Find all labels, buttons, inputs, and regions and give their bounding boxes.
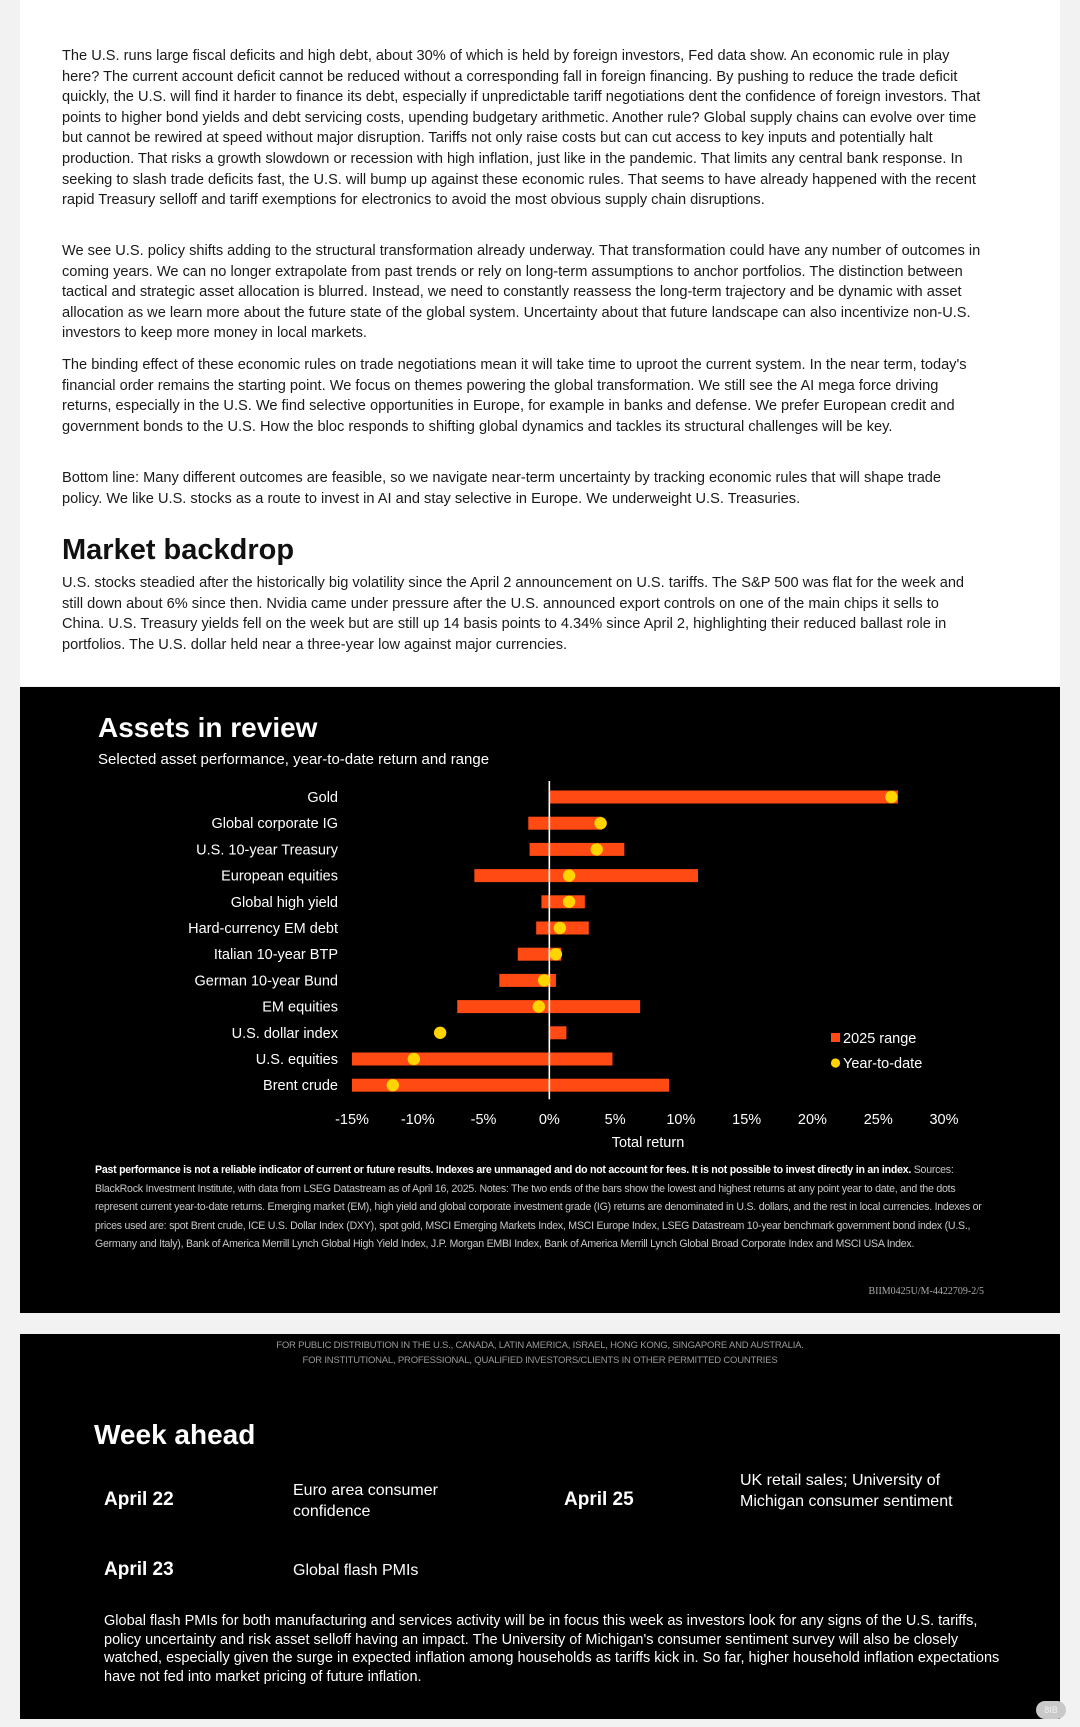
range-bar <box>549 791 898 804</box>
market-backdrop-title: Market backdrop <box>62 534 295 566</box>
x-tick-label: -5% <box>470 1112 497 1128</box>
intro-paragraph-1: The U.S. runs large fiscal deficits and high debt, about 30% of which is held by foreign investors, Fed data show. An economic rule in play here? The current account deficit cannot be reduced without a corresponding fall in foreign financing. By pushing to reduce the trade deficit quickly, the U.S. will find it harder to finance its debt, especially if unpredictable tariff negotiations dent the confidence of foreign investors. That points to higher bond yields and debt servicing costs, upending budgetary arithmetic. Another rule? Global supply chains can evolve over time but cannot be rewired at speed without major disruption. Tariffs not only raise costs but can cut access to key inputs and potentially halt production. That risks a growth slowdown or recession with high inflation, just like in the pandemic. That limits any central bank response. In seeking to slash trade deficits fast, the U.S. will bump up against these economic rules. That seems to have already happened with the recent rapid Treasury selloff and tariff exemptions for electronics to avoid the most obvious supply chain disruptions. <box>62 48 981 209</box>
ytd-point <box>550 948 562 960</box>
category-label: Brent crude <box>263 1078 338 1095</box>
event-desc-april-22: Euro area consumer confidence <box>293 1482 438 1520</box>
intro-paragraph-3: The binding effect of these economic rules on trade negotiations mean it will take time to uproot the current system. In the near term, today's financial order remains the starting point. We focus on themes powering the global transformation. We still see the AI mega force driving returns, especially in the U.S. We find selective opportunities in Europe, for example in banks and defense. We prefer European credit and government bonds to the U.S. How the bloc responds to shifting global dynamics and tackles its structural challenges will be key. <box>62 357 967 435</box>
category-label: U.S. 10-year Treasury <box>196 842 338 859</box>
category-label: U.S. equities <box>255 1052 338 1068</box>
assets-in-review-panel <box>20 687 1060 1313</box>
range-bar <box>549 1026 566 1039</box>
disclaimer-sources: Sources: BlackRock Investment Institute, with data from LSEG Datastream as of April 16, 2025. Notes: The two ends of the bars show the lowest and highest returns at any point year to date, and the dots represent current year-to-date returns. Emerging market (EM), high yield and global corporate investment grade (IG) returns are denominated in U.S. dollars, and the rest in local currencies. Indexes or prices used are: spot Brent crude, ICE U.S. Dollar Index (DXY), spot gold, MSCI Emerging Markets Index, MSCI Europe Index, LSEG Datastream 10-year benchmark government bond index (U.S., Germany and Italy), Bank of America Merrill Lynch Global High Yield Index, J.P. Morgan EMBI Index, Bank of America Merrill Lynch Global Broad Corporate Index and MSCI USA Index. <box>95 1164 982 1250</box>
ytd-point <box>554 922 566 934</box>
event-date-april-22: April 22 <box>104 1489 174 1510</box>
range-bar <box>352 1053 612 1066</box>
chart-reference-code: BIIM0425U/M-4422709-2/5 <box>868 1286 984 1297</box>
category-label: EM equities <box>262 999 338 1016</box>
x-tick-label: 20% <box>797 1112 827 1128</box>
range-bar <box>528 817 602 830</box>
range-bar <box>352 1079 669 1092</box>
event-desc-april-25: UK retail sales; University of Michigan consumer sentiment <box>740 1472 953 1510</box>
range-bar <box>530 843 625 856</box>
ytd-point <box>538 974 550 986</box>
x-tick-label: 0% <box>538 1112 560 1128</box>
distribution-line-1: FOR PUBLIC DISTRIBUTION IN THE U.S., CANADA, LATIN AMERICA, ISRAEL, HONG KONG, SINGAPORE AND AUSTRALIA. <box>276 1340 804 1351</box>
range-bar <box>474 869 698 882</box>
ytd-point <box>434 1027 446 1039</box>
category-label: Italian 10-year BTP <box>213 947 338 964</box>
x-tick-label: -15% <box>335 1112 369 1128</box>
week-ahead-panel <box>20 1334 1060 1719</box>
category-label: European equities <box>221 868 338 885</box>
x-tick-label: -10% <box>400 1112 435 1128</box>
distribution-line-2: FOR INSTITUTIONAL, PROFESSIONAL, QUALIFIED INVESTORS/CLIENTS IN OTHER PERMITTED COUNTRIES <box>302 1354 778 1366</box>
bottom-line-paragraph: Bottom line: Many different outcomes are feasible, so we navigate near-term uncertainty by tracking economic rules that will shape trade policy. We like U.S. stocks as a route to invest in AI and stay selective in Europe. We underweight U.S. Treasuries. <box>62 470 942 507</box>
ytd-point <box>594 817 606 829</box>
legend-label: 2025 range <box>843 1031 917 1047</box>
watermark-badge: 8IB <box>1036 1701 1066 1719</box>
legend-marker <box>831 1058 840 1067</box>
category-label: Gold <box>307 790 338 806</box>
event-date-april-23: April 23 <box>104 1559 174 1580</box>
event-date-april-25: April 25 <box>564 1489 634 1510</box>
distribution-notice <box>20 1339 1060 1368</box>
ytd-point <box>387 1079 399 1091</box>
market-backdrop-text: U.S. stocks steadied after the historically big volatility since the April 2 announcement on U.S. tariffs. The S&P 500 was flat for the week and still down about 6% since then. Nvidia came under pressure after the U.S. announced export controls on one of the main chips it sells to China. U.S. Treasury yields fell on the week but are still up 14 basis points to 4.34% since April 2, highlighting their reduced ballast role in portfolios. The U.S. dollar held near a three-year low against major currencies. <box>62 575 965 653</box>
x-tick-label: 10% <box>666 1112 696 1128</box>
x-axis-label: Total return <box>611 1135 685 1151</box>
ytd-point <box>563 896 575 908</box>
ytd-point <box>533 1000 545 1012</box>
category-label: German 10-year Bund <box>194 973 338 990</box>
category-label: U.S. dollar index <box>231 1025 338 1042</box>
ytd-point <box>590 843 602 855</box>
assets-range-chart <box>20 687 1060 1157</box>
ytd-point <box>408 1053 420 1065</box>
category-label: Hard-currency EM debt <box>188 921 338 937</box>
legend-label: Year-to-date <box>843 1056 923 1072</box>
intro-paragraph-2: We see U.S. policy shifts adding to the structural transformation already underway. That transformation could have any number of outcomes in coming years. We can no longer extrapolate from past trends or rely on long-term assumptions to anchor portfolios. The distinction between tactical and strategic asset allocation is blurred. Instead, we need to constantly reassess the long-term trajectory and be dynamic with asset allocation as we learn more about the future state of the global system. Uncertainty about that future landscape can also incentivize non-U.S. investors to keep more money in local markets. <box>62 243 981 342</box>
chart-disclaimer <box>95 1161 995 1254</box>
disclaimer-bold: Past performance is not a reliable indicator of current or future results. Indexes are unmanaged and do not account for fees. It is not possible to invest directly in an index. <box>95 1164 912 1176</box>
ytd-point <box>885 791 897 803</box>
chart-subtitle: Selected asset performance, year-to-date return and range <box>98 751 490 768</box>
ytd-point <box>563 869 575 881</box>
x-tick-label: 5% <box>604 1112 626 1128</box>
chart-title: Assets in review <box>98 712 318 743</box>
x-tick-label: 15% <box>732 1112 762 1128</box>
legend-marker <box>831 1033 840 1042</box>
category-label: Global corporate IG <box>211 816 338 833</box>
week-ahead-title: Week ahead <box>94 1419 256 1450</box>
x-tick-label: 30% <box>929 1112 959 1128</box>
x-tick-label: 25% <box>863 1112 893 1128</box>
category-label: Global high yield <box>230 894 338 911</box>
event-desc-april-23: Global flash PMIs <box>293 1562 419 1579</box>
week-ahead-note: Global flash PMIs for both manufacturing and services activity will be in focus this week as investors look for any signs of the U.S. tariffs, policy uncertainty and risk asset selloff having an impact. The University of Michigan's consumer sentiment survey will also be closely watched, especially given the surge in expected inflation among households as tariffs kick in. So far, higher household inflation expectations have not fed into market pricing of future inflation. <box>104 1613 1000 1685</box>
